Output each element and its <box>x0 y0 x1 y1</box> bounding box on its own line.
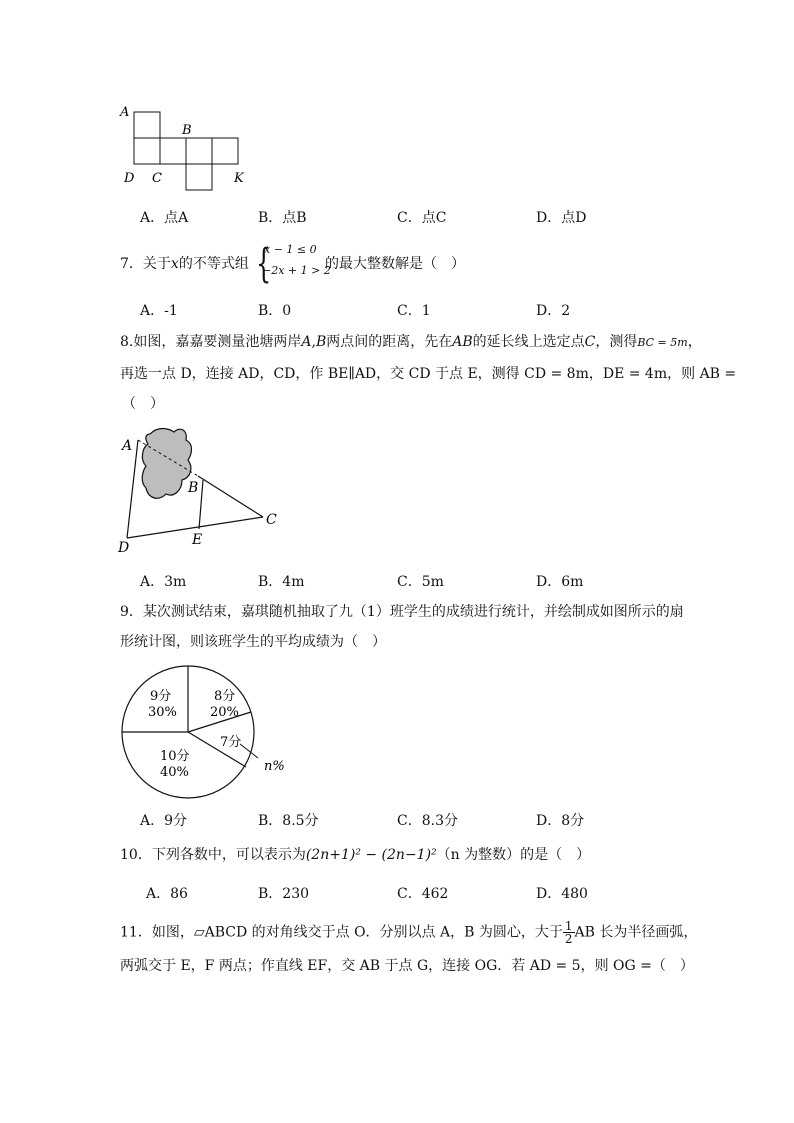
q9-line1: 9．某次测试结束，嘉琪随机抽取了九（1）班学生的成绩进行统计，并绘制成如图所示的扇 <box>120 604 684 620</box>
q10-stem: 10．下列各数中，可以表示为(2n+1)² − (2n−1)²（n 为整数）的是（ ） <box>120 847 591 863</box>
q11-line2: 两弧交于 E，F 两点；作直线 EF，交 AB 于点 G，连接 OG．若 AD = 5，则 OG =（ ） <box>120 958 694 974</box>
q10-option-d[interactable]: D．480 <box>536 886 588 902</box>
q7-option-d[interactable]: D．2 <box>536 303 571 319</box>
q7-option-a[interactable]: A．-1 <box>140 303 178 319</box>
q7-option-c[interactable]: C．1 <box>397 303 431 319</box>
pond-shape <box>142 429 191 499</box>
label-D: D <box>124 171 135 186</box>
net-square-2 <box>160 138 186 164</box>
label-K: K <box>234 171 244 186</box>
net-square-top <box>134 112 160 138</box>
line-BC <box>198 476 263 517</box>
q8-option-d[interactable]: D．6m <box>536 574 584 590</box>
slice-7-label: 7分 <box>220 735 242 750</box>
q9-line2: 形统计图，则该班学生的平均成绩为（ ） <box>120 634 386 650</box>
label-B: B <box>188 480 199 496</box>
slice-8-label: 8分 <box>214 689 236 704</box>
label-C: C <box>152 171 162 186</box>
fraction-half: $\frac{1}{2}$ <box>564 919 573 946</box>
label-B: B <box>182 123 192 138</box>
q9-option-d[interactable]: D．8分 <box>536 813 585 829</box>
q7-prefix: 7．关于x的不等式组 <box>120 256 249 272</box>
slice-9-percent: 30% <box>148 705 177 720</box>
cube-net-figure <box>110 100 260 195</box>
q7-brace: { <box>256 241 272 287</box>
label-E: E <box>192 532 203 548</box>
q8-option-a[interactable]: A．3m <box>140 574 187 590</box>
q10-expression: (2n+1)² − (2n−1)² <box>305 847 437 863</box>
pond-figure <box>110 420 290 560</box>
net-square-4 <box>212 138 238 164</box>
q8-line3: （ ） <box>122 396 164 412</box>
net-square-1 <box>134 138 160 164</box>
line-AD <box>127 440 138 538</box>
q6-option-b[interactable]: B．点B <box>258 210 307 226</box>
slice-9-label: 9分 <box>150 689 172 704</box>
q7-option-b[interactable]: B．0 <box>258 303 292 319</box>
label-A: A <box>120 105 130 120</box>
q8-line1: 8.如图，嘉嘉要测量池塘两岸A,B两点间的距离，先在AB的延长线上选定点C，测得BC = 5m， <box>120 334 702 350</box>
slice-8-percent: 20% <box>210 705 239 720</box>
label-A: A <box>122 438 133 454</box>
q10-option-a[interactable]: A．86 <box>146 886 188 902</box>
slice-10-label: 10分 <box>160 749 190 764</box>
q6-option-c[interactable]: C．点C <box>397 210 447 226</box>
slice-10-percent: 40% <box>160 765 189 780</box>
line-BE <box>199 480 203 529</box>
pie-chart <box>118 662 298 802</box>
q7-suffix: 的最大整数解是（ ） <box>325 256 465 272</box>
net-square-bottom <box>186 164 212 190</box>
q8-option-c[interactable]: C．5m <box>397 574 444 590</box>
label-D: D <box>118 540 130 556</box>
slice-n-percent: n% <box>264 759 285 774</box>
net-square-3 <box>186 138 212 164</box>
q9-option-a[interactable]: A．9分 <box>140 813 188 829</box>
q9-option-c[interactable]: C．8.3分 <box>397 813 458 829</box>
q11-line1: 11．如图，▱ABCD 的对角线交于点 O．分别以点 A，B 为圆心，大于 $\frac{1}{2}$ AB 长为半径画弧， <box>120 919 698 946</box>
q7-ineq2: −2x + 1 > 2 <box>262 264 331 277</box>
q10-option-c[interactable]: C．462 <box>397 886 449 902</box>
q9-option-b[interactable]: B．8.5分 <box>258 813 319 829</box>
q8-line2: 再选一点 D，连接 AD，CD，作 BE∥AD，交 CD 于点 E，测得 CD = 8m，DE = 4m，则 AB = <box>120 366 737 382</box>
q8-option-b[interactable]: B．4m <box>258 574 305 590</box>
q7-ineq1: x − 1 ≤ 0 <box>264 243 317 256</box>
q6-option-d[interactable]: D．点D <box>536 210 587 226</box>
q10-option-b[interactable]: B．230 <box>258 886 310 902</box>
q6-option-a[interactable]: A．点A <box>140 210 189 226</box>
label-C: C <box>266 512 277 528</box>
